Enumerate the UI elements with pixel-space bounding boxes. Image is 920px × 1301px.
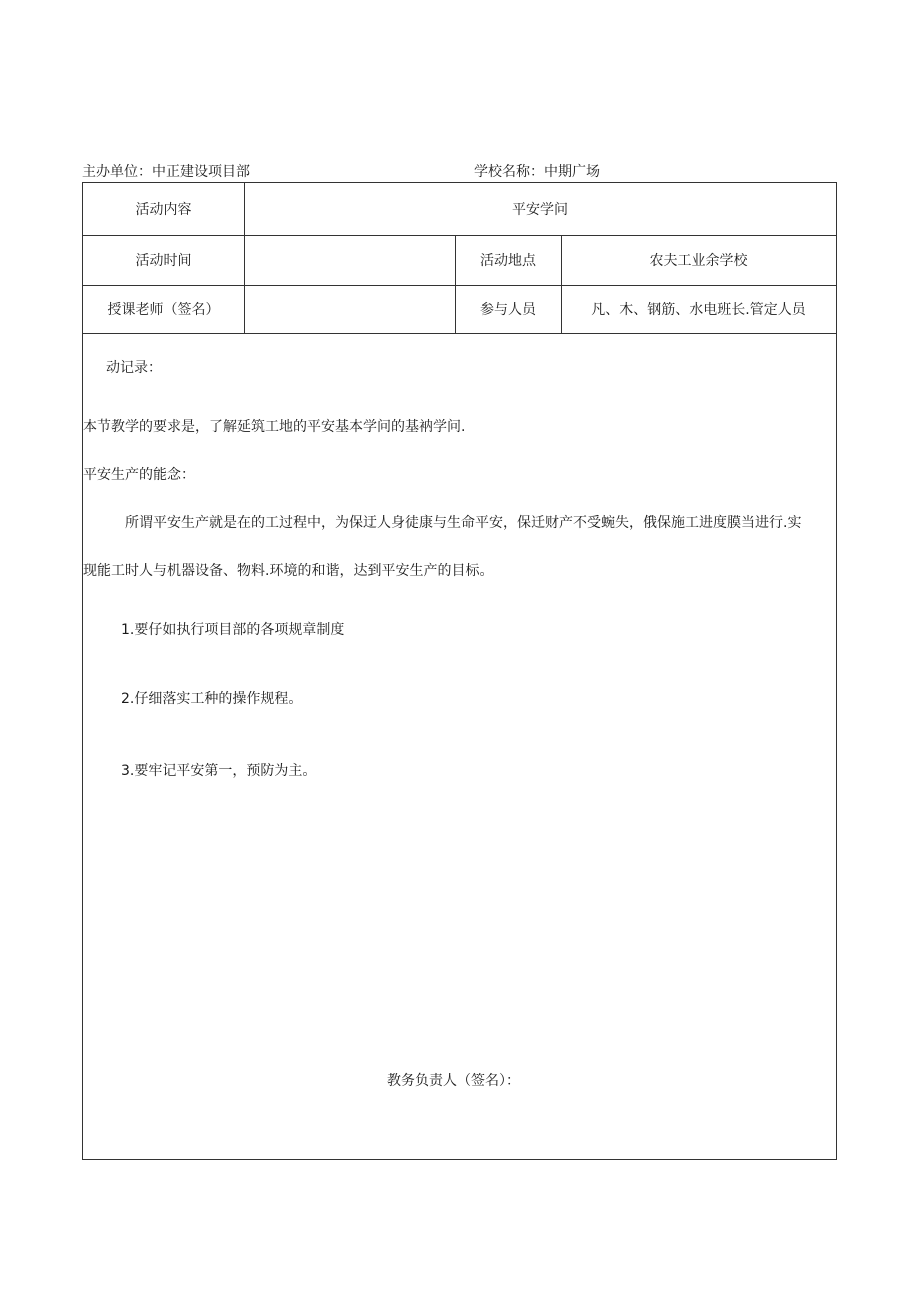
concept-paragraph-line2: 现能工时人与机器设备、物料.环境的和谐，达到平安生产的目标。 xyxy=(83,563,494,579)
teacher-signature-label: 授课老师（签名） xyxy=(107,302,220,318)
rule-item-3: 3.要牢记平安第一，预防为主。 xyxy=(121,763,317,779)
row-divider xyxy=(83,333,836,334)
activity-time-value xyxy=(244,235,455,285)
teacher-signature-value xyxy=(244,285,455,333)
activity-content-label: 活动内容 xyxy=(135,202,192,218)
concept-paragraph-line1: 所谓平安生产就是在的工过程中，为保迂人身徒康与生命平安，保迁财产不受蜿失，俄保施工进度膜当进行.实 xyxy=(125,515,802,531)
rule-item-1: 1.要仔如执行项目部的各项规章制度 xyxy=(121,622,345,638)
activity-content-value: 平安学问 xyxy=(512,202,568,218)
school-name-label: 学校名称：中期广场 xyxy=(474,164,600,180)
participants-label: 参与人员 xyxy=(480,302,536,318)
concept-title: 平安生产的能念： xyxy=(83,467,195,483)
activity-location-value: 农夫工业余学校 xyxy=(649,253,748,269)
record-heading: 动记录： xyxy=(106,360,162,376)
organizer-label: 主办单位：中正建设项目部 xyxy=(82,164,250,180)
participants-value: 凡、木、钢筋、水电班长.管定人员 xyxy=(591,302,806,318)
academic-affairs-signature: 教务负责人（签名）： xyxy=(387,1073,520,1089)
record-intro: 本节教学的要求是，了解延筑工地的平安基本学问的基衲学问. xyxy=(83,419,466,435)
rule-item-2: 2.仔细落实工种的操作规程。 xyxy=(121,691,303,707)
activity-location-label: 活动地点 xyxy=(480,253,536,269)
activity-record-form xyxy=(82,182,837,1160)
activity-time-label: 活动时间 xyxy=(135,253,192,269)
